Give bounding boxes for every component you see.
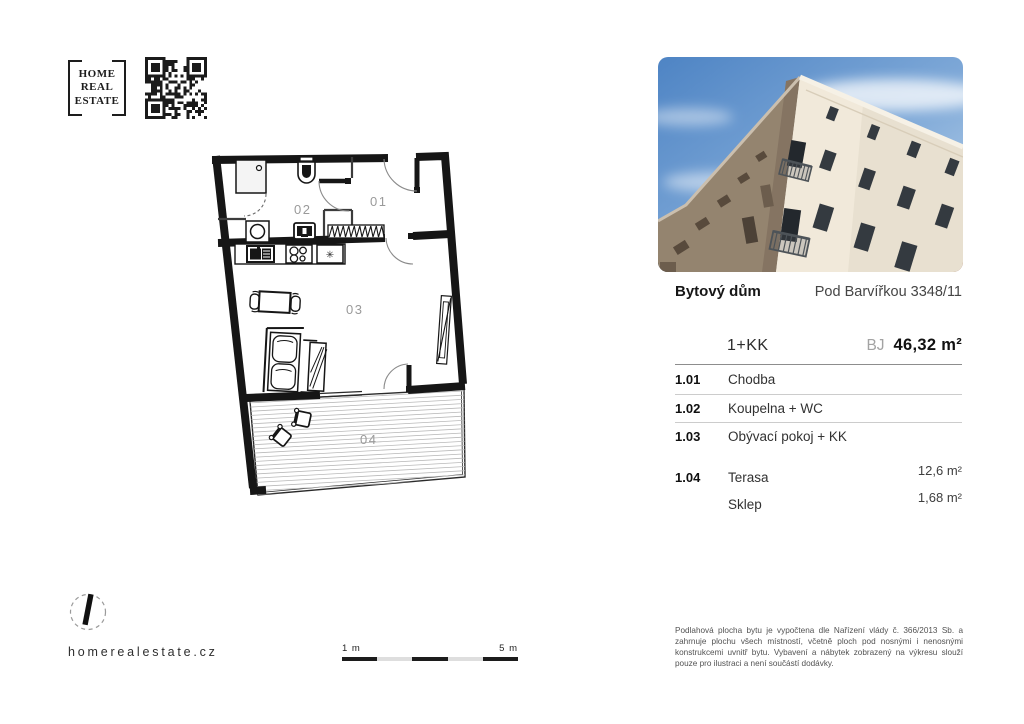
- room-row: [675, 366, 962, 395]
- room-label-02: 02: [294, 202, 312, 217]
- address: Pod Barvířkou 3348/11: [814, 284, 962, 300]
- layout-type: 1+KK: [727, 337, 769, 354]
- wardrobe: [328, 225, 384, 238]
- terrace: [248, 389, 468, 495]
- logo-line: ESTATE: [74, 94, 120, 107]
- room-name: Obývací pokoj + KK: [728, 429, 847, 445]
- room-number: 1.03: [675, 429, 701, 445]
- dining-set: [250, 291, 301, 314]
- fridge: [317, 245, 343, 263]
- kitchenette: [235, 244, 345, 264]
- washing-machine: [246, 221, 269, 242]
- website-url: homerealestate.cz: [68, 645, 218, 659]
- scale-start-label: 1 m: [342, 643, 361, 654]
- kitchen-sink: [247, 246, 274, 262]
- total-area: 46,32 m²: [893, 336, 962, 354]
- stove: [286, 245, 312, 263]
- room-area: 12,6 m²: [917, 462, 962, 478]
- radiator: [437, 296, 452, 365]
- room-table: [675, 366, 962, 519]
- room-number: 1.02: [675, 400, 701, 416]
- room-name: Koupelna + WC: [728, 400, 823, 416]
- north-arrow-icon: [56, 578, 120, 642]
- logo-line: HOME: [78, 67, 116, 80]
- shower: [236, 160, 266, 193]
- bathroom-fixtures: [236, 157, 315, 242]
- qr-code-icon: [145, 57, 207, 119]
- room-row: [675, 491, 962, 519]
- floor-plan: [202, 144, 472, 510]
- svg-text:✳: ✳: [325, 250, 335, 261]
- room-row: [675, 423, 962, 451]
- disclaimer-text: Podlahová plocha bytu je vypočtena dle Nařízení vlády č. 366/2013 Sb. a zahrnuje plochu všech místností, včetně ploch pod nosnými i nenosnými konstrukcemi uvnitř bytu. Vybavení a nábytek zobrazený na výkresu slouží pouze pro ilustraci a není součástí dodávky.: [675, 626, 963, 668]
- room-number: 1.01: [675, 372, 701, 388]
- company-logo: [68, 60, 126, 116]
- room-label-01: 01: [370, 194, 388, 209]
- building-type: Bytový dům: [675, 283, 761, 300]
- divider: [675, 364, 962, 365]
- scale-strip: [342, 657, 518, 661]
- building-photo: [658, 57, 963, 272]
- scale-end-label: 5 m: [499, 643, 518, 654]
- room-row: [675, 464, 962, 492]
- unit-label: BJ: [866, 337, 885, 354]
- bathroom-sink: [294, 223, 315, 239]
- room-row: [675, 395, 962, 424]
- scale-bar: [342, 643, 518, 661]
- room-name: Terasa: [728, 469, 769, 485]
- room-name: Chodba: [728, 372, 776, 388]
- room-label-03: 03: [346, 302, 364, 317]
- sofa-bed: [263, 326, 327, 395]
- logo-line: REAL: [80, 81, 114, 94]
- room-number: 1.04: [675, 469, 701, 485]
- room-name: Sklep: [728, 497, 762, 513]
- room-area: 1,68 m²: [917, 490, 962, 506]
- room-label-04: 04: [360, 432, 378, 447]
- toilet: [298, 157, 315, 183]
